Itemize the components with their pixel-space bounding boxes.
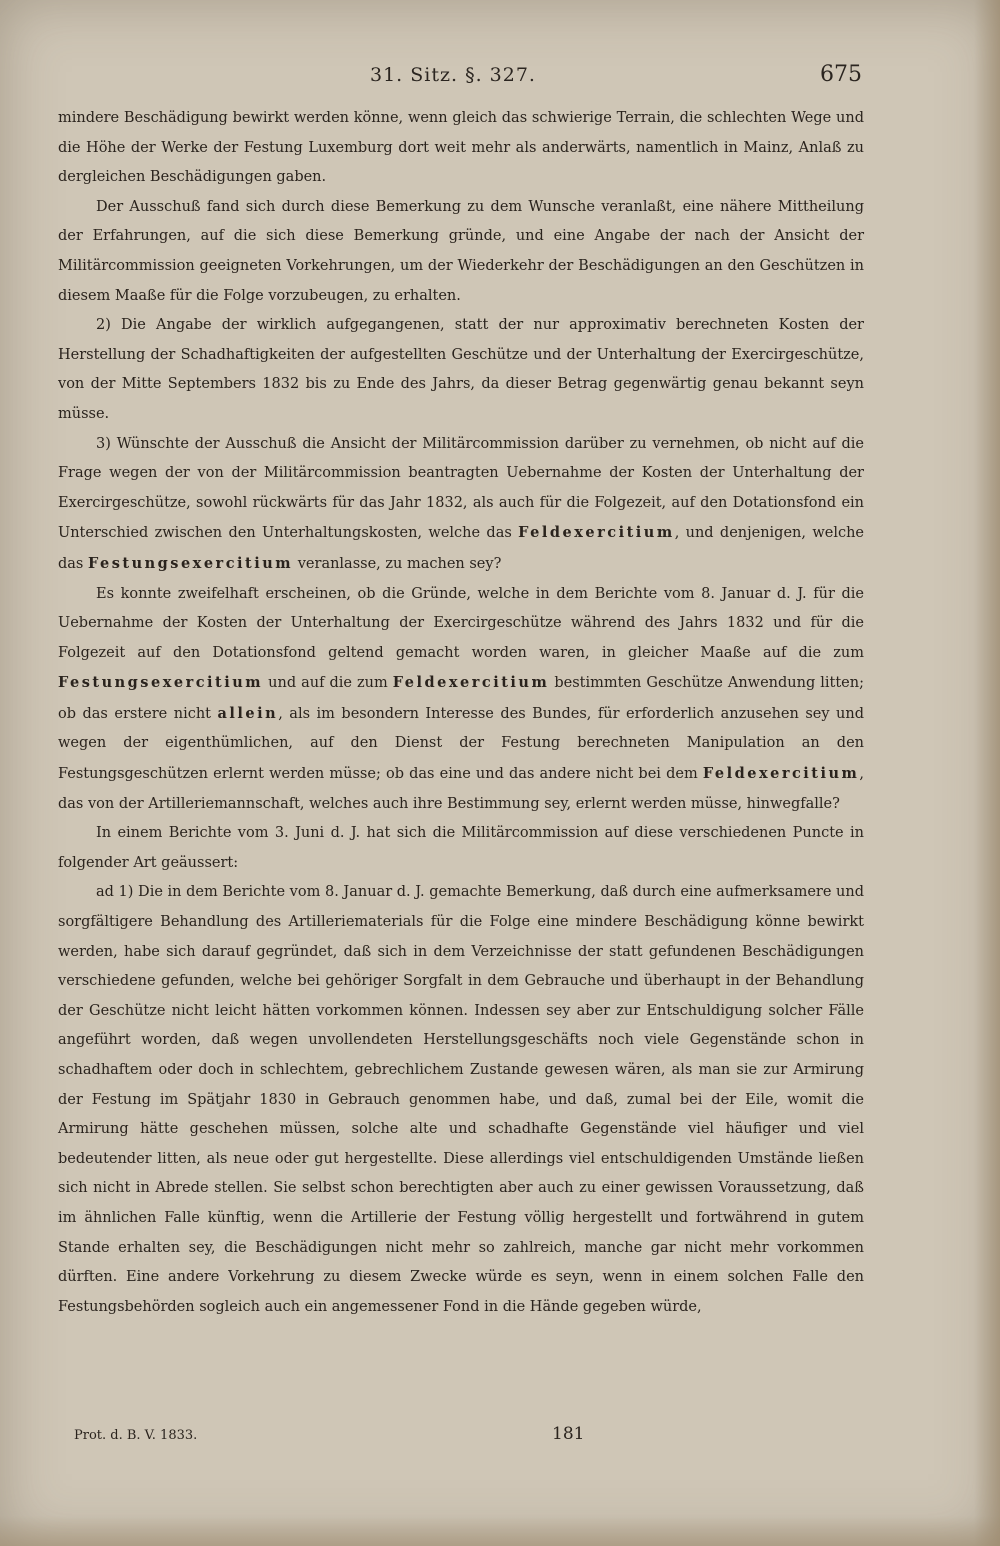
- text-run: bestimmten Geschütze Anwendung litten; ob das erstere nicht: [58, 675, 864, 722]
- emphasis-feldexercitium: Feldexercitium: [518, 524, 675, 542]
- body-text: [58, 104, 864, 1322]
- running-head: 31. Sitz. §. 327.: [370, 64, 536, 86]
- paragraph-doubt: [58, 580, 864, 820]
- paragraph-point-3: [58, 430, 864, 580]
- emphasis-festungsexercitium: Festungsexercitium: [87, 554, 294, 572]
- text-run: , das von der Artilleriemannschaft, welches auch ihre Bestimmung sey, erlernt werden müsse, hinwegfalle?: [58, 766, 864, 812]
- text-run: und auf die zum: [263, 675, 393, 692]
- text-run: 3) Wünschte der Ausschuß die Ansicht der Militärcommission darüber zu vernehmen, ob nicht auf die Frage wegen der von der Militärcommission beantragten Uebernahme der Kosten der Unterhaltung der Exercirgeschütze, sowohl rückwärts für das Jahr 1832, als auch für die Folgezeit, auf den Dotationsfond ein Unterschied zwischen den Unterhaltungskosten, welche das: [58, 435, 864, 542]
- page-number: 675: [820, 62, 862, 87]
- page-header: [58, 62, 862, 92]
- paragraph-committee-wish: Der Ausschuß fand sich durch diese Bemerkung zu dem Wunsche veranlaßt, eine nähere Mittheilung der Erfahrungen, auf die sich diese Bemerkung gründe, und eine Angabe der nach der Ansicht der Militärcommission geeigneten Vorkehrungen, um der Wiederkehr der Beschädigungen an den Geschützen in diesem Maaße für die Folge vorzubeugen, zu erhalten.: [58, 198, 864, 304]
- emphasis-festungsexercitium: Festungsexercitium: [58, 674, 264, 692]
- emphasis-feldexercitium: Feldexercitium: [392, 674, 550, 692]
- text-run: Es konnte zweifelhaft erscheinen, ob die Gründe, welche in dem Berichte vom 8. Januar d. J. für die Uebernahme der Kosten der Unterhaltung der Exercirgeschütze während des Jahrs 1832 und für die Folgezeit auf den Dotationsfond geltend gemacht worden waren, in gleicher Maaße auf die zum: [58, 585, 864, 661]
- page-bottom-shadow: [0, 1516, 1000, 1546]
- paragraph-report-intro: In einem Berichte vom 3. Juni d. J. hat sich die Militärcommission auf diese verschiedenen Puncte in folgender Art geäussert:: [58, 825, 864, 871]
- page-footer: [74, 1422, 864, 1450]
- paragraph-continuation: mindere Beschädigung bewirkt werden könne, wenn gleich das schwierige Terrain, die schlechten Wege und die Höhe der Werke der Festung Luxemburg dort weit mehr als anderwärts, namentlich in Mainz, Anlaß zu dergleichen Beschädigungen gaben.: [58, 110, 864, 186]
- footer-signature: Prot. d. B. V. 1833.: [74, 1428, 198, 1443]
- text-run: , als im besondern Interesse des Bundes, für erforderlich anzusehen sey und wegen der eigenthümlichen, auf den Dienst der Festung berechneten Manipulation an den Festungsgeschützen erlernt werden müsse; ob das eine und das andere nicht bei dem: [58, 705, 865, 783]
- paragraph-point-2: 2) Die Angabe der wirklich aufgegangenen, statt der nur approximativ berechneten Kosten der Herstellung der Schadhaftigkeiten der aufgestellten Geschütze und der Unterhaltung der Exercirgeschütze, von der Mitte Septembers 1832 bis zu Ende des Jahrs, da dieser Betrag gegenwärtig genau bekannt seyn müsse.: [58, 317, 864, 422]
- emphasis-allein: allein: [217, 704, 279, 722]
- text-run: veranlasse, zu machen sey?: [293, 555, 502, 572]
- sheet-number: 181: [552, 1424, 585, 1444]
- page-edge-shadow: [974, 0, 1000, 1546]
- paragraph-ad-1: ad 1) Die in dem Berichte vom 8. Januar d. J. gemachte Bemerkung, daß durch eine aufmerksamere und sorgfältigere Behandlung des Artilleriematerials für die Folge eine mindere Beschädigung könne bewirkt werden, habe sich darauf gegründet, daß sich in dem Verzeichnisse der statt gefundenen Beschädigungen verschiedene gefunden, welche bei gehöriger Sorgfalt in dem Gebrauche und überhaupt in der Behandlung der Geschütze nicht leicht hätten vorkommen können. Indessen sey aber zur Entschuldigung solcher Fälle angeführt worden, daß wegen unvollendeten Herstellungsgeschäfts noch viele Gegenstände schon in schadhaftem oder doch in schlechtem, gebrechlichem Zustande gewesen wären, als man sie zur Armirung der Festung im Spätjahr 1830 in Gebrauch genommen habe, und daß, zumal bei der Eile, womit die Armirung hätte geschehen müssen, solche alte und schadhafte Gegenstände viel häufiger und viel bedeutender litten, als neue oder gut hergestellte. Diese allerdings viel entschuldigenden Umstände ließen sich nicht in Abrede stellen. Sie selbst schon berechtigten aber auch zu einer gewissen Voraussetzung, daß im ähnlichen Falle künftig, wenn die Artillerie der Festung völlig hergestellt und fortwährend in gutem Stande erhalten sey, die Beschädigungen nicht mehr so zahlreich, manche gar nicht mehr vorkommen dürften. Eine andere Vorkehrung zu diesem Zwecke würde es seyn, wenn in einem solchen Falle den Festungsbehörden sogleich auch ein angemessener Fond in die Hände gegeben würde,: [58, 884, 864, 1315]
- emphasis-feldexercitium: Feldexercitium: [702, 765, 860, 783]
- text-run: , und denjenigen, welche das: [58, 525, 865, 572]
